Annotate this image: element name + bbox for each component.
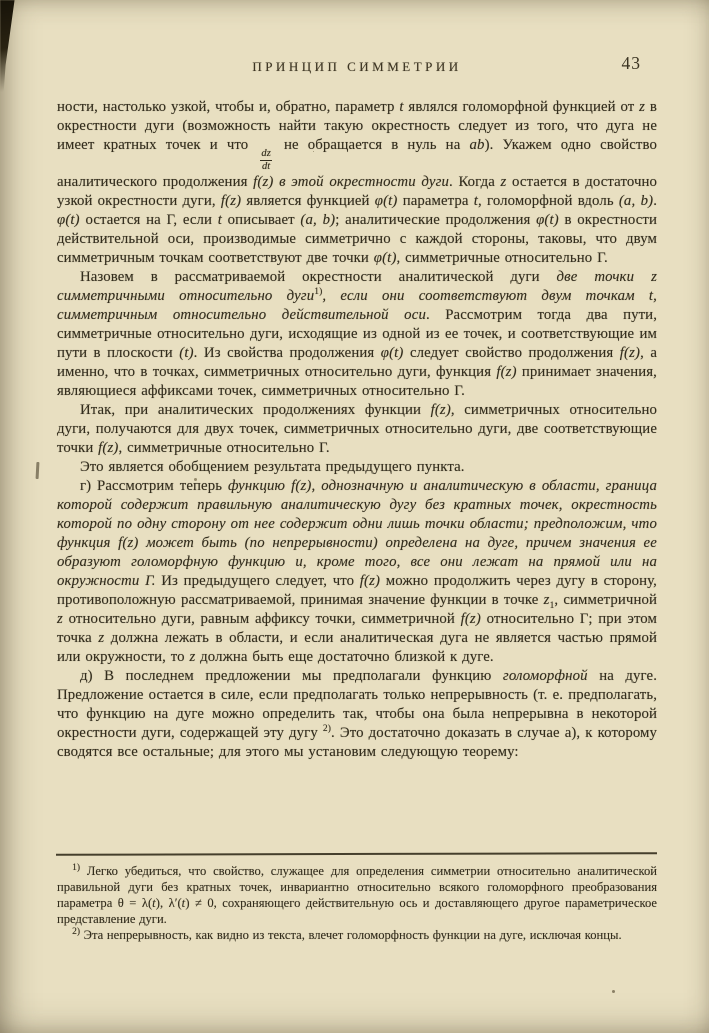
emphasis-text: t [217, 211, 222, 228]
text-run: Итак, при аналитических продолжениях функции [79, 401, 431, 418]
text-run: Это является обобщением результата предыдущего пункта. [79, 458, 465, 475]
footnotes [57, 864, 657, 944]
text-run: . Из свойства продолжения [193, 344, 381, 361]
paper-speck-artifact [612, 990, 615, 993]
text-run: не обращается в нуль на [274, 137, 470, 153]
emphasis-text: t [152, 895, 156, 910]
emphasis-text: t [181, 895, 186, 910]
text-run: , голоморфной вдоль [478, 192, 619, 209]
text-run: принимает значения, являющиеся аффиксами точек, симметричных относительно Γ. [57, 363, 657, 399]
text-run: являлся голоморфной функцией от [403, 99, 640, 115]
text-run: Из предыдущего следует, что [155, 572, 360, 589]
text-run: должна быть еще достаточно близкой к дуге. [195, 648, 494, 665]
chapter-title: ПРИНЦИП СИММЕТРИИ [252, 59, 462, 74]
paragraph [57, 667, 657, 762]
paragraph [57, 477, 657, 667]
page-number: 43 [621, 53, 641, 73]
subscript: 1 [549, 600, 555, 611]
footnote-marker: 2) [322, 723, 332, 734]
footnote-marker: 1) [72, 862, 81, 873]
emphasis-text: φ(t) [57, 211, 80, 228]
text-run: должна лежать в области, и если аналитическая дуга не является частью прямой или окружности, то [57, 629, 658, 665]
text-run: ; аналитические продолжения [335, 211, 537, 228]
text-run: , симметричные относительно Γ. [118, 439, 330, 456]
emphasis-text: f(z) [460, 610, 481, 627]
text-run: . Когда [449, 173, 501, 190]
scan-edge-artifact [0, 0, 28, 112]
emphasis-text: функцию f(z), однозначную и аналитическую в области, граница которой содержит правильную аналитическую дугу без кратных точек, окрестность которой по одну сторону от нее содержит одни лишь точки области; предположим, что функция f(z) может быть (по непрерывности) определена на дуге, причем значения ее образуют голоморфную функцию и, кроме того, все они лежат на прямой или на окружности Γ. [57, 477, 657, 589]
emphasis-text: f(z) [430, 401, 451, 418]
margin-mark-artifact [36, 462, 40, 479]
paragraph [57, 401, 657, 458]
text-run: в окрестности дуги (возможность найти такую окрестность следует из того, что дуга не имеет кратных точек и что [57, 99, 658, 153]
text-run: ), λ′( [155, 895, 182, 910]
text-run: , симметричной [554, 591, 657, 608]
emphasis-text: f(z) в этой окрестности дуги [253, 173, 450, 190]
emphasis-text: f(z) [98, 439, 119, 456]
text-run: Назовем в рассматриваемой окрестности аналитической дуги [79, 268, 557, 285]
emphasis-text: (a, b) [618, 192, 654, 209]
emphasis-text: f(z) [359, 572, 381, 589]
text-run: д) В последнем предложении мы предполагали функцию [79, 667, 503, 684]
emphasis-text: z [57, 610, 63, 627]
text-run: является функцией [241, 192, 375, 209]
text-run: . Рассмотрим тогда два пути, симметричные относительно дуги, исходящие из одной из ее точек, и соответствующие им пути в плоскости [57, 306, 657, 361]
text-run: можно продолжить через дугу в сторону, противоположную рассматриваемой, принимая значение функции в точке [57, 572, 657, 608]
emphasis-text: z [639, 99, 646, 115]
inline-fraction: $\frac{dz}{dt}$ [261, 148, 271, 172]
emphasis-text: t [399, 99, 404, 115]
text-run: относительно дуги, равным аффиксу точки, симметричной [62, 610, 461, 627]
text-run: остается на Γ, если [79, 211, 218, 228]
emphasis-text: φ(t) [536, 211, 559, 228]
paragraph [57, 98, 657, 268]
text-run: , а именно, что в точках, симметричных относительно дуги, функция [57, 344, 657, 380]
emphasis-text: , если они соответствуют двум точкам t, симметричным относительно действительной оси [57, 287, 657, 323]
emphasis-text: φ(t) [373, 249, 397, 266]
text-run: ) ≠ 0, сохраняющего действительную ось и доставляющего другое параметрическое представление дуги. [57, 895, 657, 926]
text-run: Эта непрерывность, как видно из текста, влечет голоморфность функции на дуге, исключая концы. [80, 927, 622, 942]
emphasis-text: z [543, 591, 550, 608]
body-text [57, 98, 657, 762]
emphasis-text: (a, b) [300, 211, 336, 228]
text-run: ности, настолько узкой, чтобы и, обратно, параметр [57, 99, 400, 115]
footnote [57, 864, 657, 928]
text-run: . [653, 192, 658, 209]
emphasis-text: f(z) [619, 344, 641, 361]
text-run: относительно Γ; при этом точка [57, 610, 657, 646]
text-run: Легко убедиться, что свойство, служащее для определения симметрии относительно аналитической правильной дуги без кратных точек, инвариантно относительно всякого голоморфного преобразования параметра θ = λ( [57, 864, 657, 910]
text-run: на дуге. Предложение остается в силе, если предполагать только непрерывность (т. е. предполагать, что функцию на дуге можно определить так, чтобы она была непрерывна в некоторой окрестности дуги, содержащей эту дугу [57, 667, 657, 741]
emphasis-text: голоморфной [502, 667, 588, 684]
emphasis-text: ab [469, 137, 485, 153]
emphasis-text: две точки z симметричными относительно дуги [57, 268, 657, 304]
emphasis-text: (t) [179, 344, 194, 361]
emphasis-text: t [473, 192, 479, 209]
text-run: параметра [397, 192, 474, 209]
text-run: . Это достаточно доказать в случае а), к которому сводятся все остальные; для этого мы установим следующую теорему: [57, 724, 657, 760]
text-run: , симметричных относительно дуги, получаются для двух точек, симметричных относительно дуги, две соответствующие точки [57, 401, 657, 456]
emphasis-text: f(z) [220, 192, 242, 209]
paragraph [57, 268, 657, 401]
emphasis-text: φ(t) [374, 192, 398, 209]
text-run: остается в достаточно узкой окрестности дуги, [57, 173, 658, 209]
text-run: , симметричные относительно Γ. [396, 249, 608, 266]
text-run: ). Укажем одно свойство аналитического продолжения [57, 137, 657, 190]
text-run: описывает [221, 211, 301, 228]
paragraph [57, 458, 657, 477]
text-run: следует свойство продолжения [403, 344, 620, 361]
emphasis-text: z [189, 648, 196, 665]
running-header [57, 53, 657, 76]
footnote-marker: 2) [72, 926, 81, 937]
footnote-separator [56, 852, 657, 856]
emphasis-text: f(z) [496, 363, 517, 380]
emphasis-text: φ(t) [380, 344, 404, 361]
emphasis-text: z [500, 173, 507, 190]
text-run: г) Рассмотрим теперь [79, 477, 229, 494]
footnote [57, 928, 657, 944]
footnote-marker: 1) [314, 286, 323, 297]
emphasis-text: z [98, 629, 105, 646]
text-run: в окрестности действительной оси, производимые симметрично с каждой стороны, таковы, что двум симметричным точкам соответствуют две точки [57, 211, 657, 266]
